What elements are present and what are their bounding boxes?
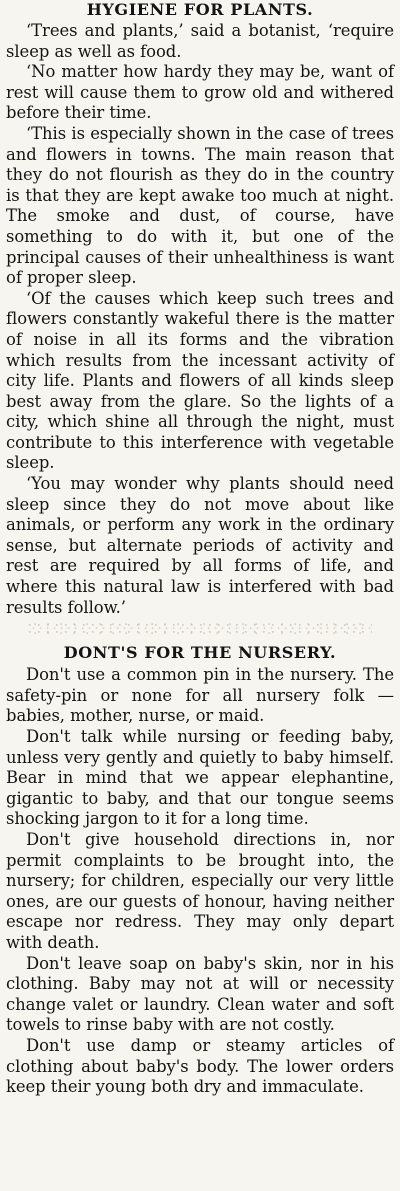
article-paragraph: Don't talk while nursing or feeding baby, unless very gently and quietly to baby himself. Bear in mind that we appear elephantine, gigantic to baby, and that our tongue seems shocking jargon to it for a long time. <box>6 727 394 829</box>
article-paragraph: ‘You may wonder why plants should need sleep since they do not move about like animals, or perform any work in the ordinary sense, but alternate periods of activity and rest are required by all forms of life, and where this natural law is interfered with bad results follow.’ <box>6 474 394 617</box>
article-hygiene-for-plants <box>6 0 394 618</box>
article-paragraph: ‘Of the causes which keep such trees and flowers constantly wakeful there is the matter of noise in all its forms and the vibration which results from the incessant activity of city life. Plants and flowers of all kinds sleep best away from the glare. So the lights of a city, which shine all through the night, must contribute to this interference with vegetable sleep. <box>6 288 394 473</box>
article-paragraph: ‘This is especially shown in the case of trees and flowers in towns. The main reason that they do not flourish as they do in the country is that they are kept awake too much at night. The smoke and dust, of course, have something to do with it, but one of the principal causes of their unhealthiness is want of proper sleep. <box>6 123 394 288</box>
article-paragraph: Don't use damp or steamy articles of clothing about baby's body. The lower orders keep their young both dry and immaculate. <box>6 1035 394 1097</box>
article-paragraph: Don't give household directions in, nor permit complaints to be brought into, the nursery; for children, especially our very little ones, are our guests of honour, having neither escape nor redress. They may only depart with death. <box>6 829 394 952</box>
article-paragraph: Don't leave soap on baby's skin, nor in his clothing. Baby may not at will or necessity change valet or laundry. Clean water and soft towels to rinse baby with are not costly. <box>6 953 394 1035</box>
article-paragraph: ‘Trees and plants,’ said a botanist, ‘require sleep as well as food. <box>6 21 394 61</box>
article-paragraph: Don't use a common pin in the nursery. The safety-pin or none for all nursery folk —babies, mother, nurse, or maid. <box>6 665 394 726</box>
article-headline: DONT'S FOR THE NURSERY. <box>63 643 337 663</box>
article-paragraph: ‘No matter how hardy they may be, want of rest will cause them to grow old and withered before their time. <box>6 62 394 123</box>
article-donts-for-the-nursery <box>6 643 394 1097</box>
article-headline: HYGIENE FOR PLANTS. <box>86 0 314 19</box>
column-divider <box>28 621 372 635</box>
